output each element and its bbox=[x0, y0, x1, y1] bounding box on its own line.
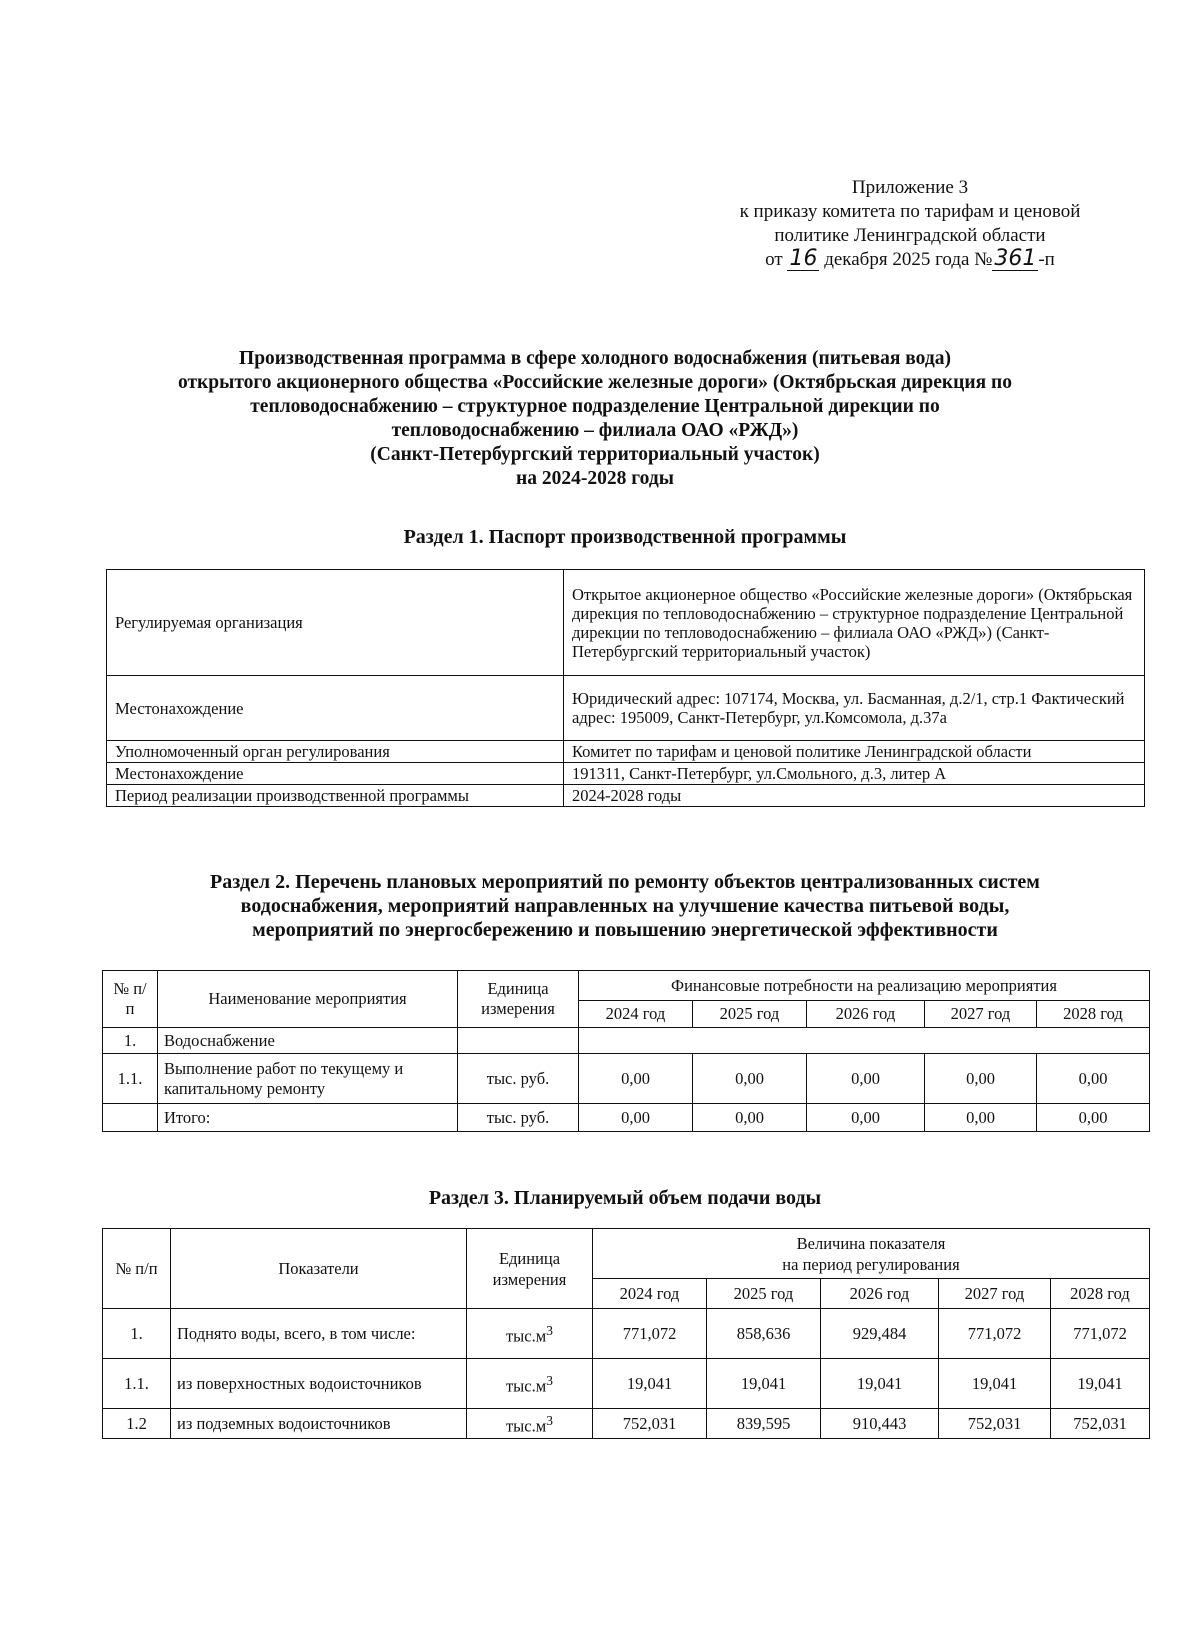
row-unit bbox=[458, 1028, 579, 1054]
cell-value: 858,636 bbox=[707, 1309, 821, 1359]
row-num: 1.1. bbox=[103, 1054, 158, 1104]
cell-value: 771,072 bbox=[939, 1309, 1051, 1359]
unit-superscript: 3 bbox=[546, 1373, 554, 1389]
cell-value: 0,00 bbox=[579, 1054, 693, 1104]
table-row bbox=[107, 763, 1145, 785]
cell-value: 19,041 bbox=[939, 1359, 1051, 1409]
col-header-name: Наименование мероприятия bbox=[158, 971, 458, 1028]
col-header-year: 2028 год bbox=[1037, 1001, 1150, 1028]
water-supply-table bbox=[102, 1228, 1150, 1439]
document-title bbox=[90, 347, 1100, 491]
title-line: на 2024-2028 годы bbox=[516, 468, 674, 489]
unit-superscript: 3 bbox=[546, 1323, 554, 1339]
handwritten-day: 16 bbox=[789, 246, 818, 271]
cell-value: 19,041 bbox=[707, 1359, 821, 1409]
row-unit bbox=[467, 1359, 593, 1409]
cell-value: 0,00 bbox=[1037, 1104, 1150, 1132]
cell-value: 0,00 bbox=[579, 1104, 693, 1132]
col-header-name: Показатели bbox=[171, 1229, 467, 1309]
appendix-line-1: Приложение 3 bbox=[851, 177, 969, 198]
row-num: 1.2 bbox=[103, 1409, 171, 1439]
col-header-group bbox=[593, 1229, 1150, 1279]
appendix-line-3: политике Ленинградской области bbox=[774, 225, 1046, 246]
cell-value: 0,00 bbox=[807, 1104, 925, 1132]
row-unit: тыс. руб. bbox=[458, 1054, 579, 1104]
cell-value: 0,00 bbox=[693, 1054, 807, 1104]
cell-value: 752,031 bbox=[939, 1409, 1051, 1439]
col-header-year: 2025 год bbox=[693, 1001, 807, 1028]
cell-value: 0,00 bbox=[925, 1104, 1037, 1132]
section2-heading bbox=[100, 870, 1150, 942]
row-name: Выполнение работ по текущему и капитальному ремонту bbox=[158, 1054, 458, 1104]
passport-label: Местонахождение bbox=[107, 676, 564, 741]
table-header-row bbox=[103, 1229, 1150, 1279]
passport-table bbox=[106, 569, 1145, 807]
col-header-year: 2024 год bbox=[579, 1001, 693, 1028]
row-name: Водоснабжение bbox=[158, 1028, 458, 1054]
passport-value: Юридический адрес: 107174, Москва, ул. Басманная, д.2/1, стр.1 Фактический адрес: 195009, Санкт-Петербург, ул.Комсомола, д.37а bbox=[564, 676, 1145, 741]
table-row bbox=[103, 1054, 1150, 1104]
row-num: 1. bbox=[103, 1309, 171, 1359]
table-row bbox=[103, 1359, 1150, 1409]
passport-label: Регулируемая организация bbox=[107, 570, 564, 676]
table-row bbox=[107, 785, 1145, 807]
passport-value: 2024-2028 годы bbox=[564, 785, 1145, 807]
row-num: 1.1. bbox=[103, 1359, 171, 1409]
measures-table bbox=[102, 970, 1150, 1132]
row-num bbox=[103, 1104, 158, 1132]
cell-value: 19,041 bbox=[821, 1359, 939, 1409]
row-num: 1. bbox=[103, 1028, 158, 1054]
title-line: тепловодоснабжению – филиала ОАО «РЖД») bbox=[391, 420, 799, 441]
appendix-block bbox=[690, 176, 1130, 272]
unit-text: тыс.м bbox=[505, 1416, 547, 1436]
passport-label: Период реализации производственной программы bbox=[107, 785, 564, 807]
section3-heading: Раздел 3. Планируемый объем подачи воды bbox=[428, 1187, 822, 1209]
section2-heading-line: водоснабжения, мероприятий направленных на улучшение качества питьевой воды, bbox=[240, 895, 1010, 917]
appendix-line-2: к приказу комитета по тарифам и ценовой bbox=[739, 201, 1081, 222]
cell-value: 752,031 bbox=[593, 1409, 707, 1439]
title-line: Производственная программа в сфере холодного водоснабжения (питьевая вода) bbox=[239, 348, 951, 369]
cell-value: 0,00 bbox=[693, 1104, 807, 1132]
col-header-year: 2025 год bbox=[707, 1279, 821, 1309]
row-unit bbox=[467, 1409, 593, 1439]
col-header-group-line: на период регулирования bbox=[782, 1254, 960, 1274]
row-name: Поднято воды, всего, в том числе: bbox=[171, 1309, 467, 1359]
unit-text: тыс.м bbox=[505, 1326, 547, 1346]
cell-value: 771,072 bbox=[1051, 1309, 1150, 1359]
cell-value: 0,00 bbox=[807, 1054, 925, 1104]
table-row bbox=[107, 741, 1145, 763]
table-row bbox=[103, 1409, 1150, 1439]
table-row bbox=[103, 1028, 1150, 1054]
table-header-row bbox=[103, 971, 1150, 1001]
title-line: (Санкт-Петербургский территориальный участок) bbox=[370, 444, 820, 465]
col-header-num: № п/п bbox=[103, 1229, 171, 1309]
col-header-year: 2026 год bbox=[807, 1001, 925, 1028]
cell-value: 839,595 bbox=[707, 1409, 821, 1439]
cell-value: 19,041 bbox=[1051, 1359, 1150, 1409]
table-row bbox=[107, 570, 1145, 676]
col-header-unit: Единица измерения bbox=[467, 1229, 593, 1309]
section2-heading-line: мероприятий по энергосбережению и повышению энергетической эффективности bbox=[252, 919, 998, 941]
row-name: Итого: bbox=[158, 1104, 458, 1132]
row-name: из поверхностных водоисточников bbox=[171, 1359, 467, 1409]
title-line: открытого акционерного общества «Российские железные дороги» (Октябрьская дирекция по bbox=[177, 372, 1012, 393]
passport-value: 191311, Санкт-Петербург, ул.Смольного, д.3, литер А bbox=[564, 763, 1145, 785]
cell-value: 929,484 bbox=[821, 1309, 939, 1359]
cell-value: 752,031 bbox=[1051, 1409, 1150, 1439]
passport-value: Комитет по тарифам и ценовой политике Ленинградской области bbox=[564, 741, 1145, 763]
section1-heading: Раздел 1. Паспорт производственной программы bbox=[403, 526, 847, 548]
title-line: тепловодоснабжению – структурное подразделение Центральной дирекции по bbox=[250, 396, 940, 417]
unit-superscript: 3 bbox=[546, 1413, 554, 1429]
col-header-group-line: Величина показателя bbox=[796, 1233, 946, 1253]
cell-value: 0,00 bbox=[925, 1054, 1037, 1104]
section2-heading-line: Раздел 2. Перечень плановых мероприятий по ремонту объектов централизованных систем bbox=[210, 871, 1040, 893]
row-unit: тыс. руб. bbox=[458, 1104, 579, 1132]
passport-label: Уполномоченный орган регулирования bbox=[107, 741, 564, 763]
col-header-year: 2028 год bbox=[1051, 1279, 1150, 1309]
col-header-num: № п/п bbox=[103, 971, 158, 1028]
col-header-unit: Единица измерения bbox=[458, 971, 579, 1028]
col-header-year: 2027 год bbox=[939, 1279, 1051, 1309]
table-row bbox=[103, 1104, 1150, 1132]
date-prefix: от bbox=[765, 249, 783, 270]
col-header-year: 2026 год bbox=[821, 1279, 939, 1309]
passport-value: Открытое акционерное общество «Российские железные дороги» (Октябрьская дирекция по тепловодоснабжению – структурное подразделение Центральной дирекции по тепловодоснабжению – филиала ОАО «РЖД») (Санкт-Петербургский территориальный участок) bbox=[564, 570, 1145, 676]
number-suffix: -п bbox=[1038, 249, 1055, 270]
handwritten-number: 361 bbox=[994, 246, 1037, 271]
cell-value: 910,443 bbox=[821, 1409, 939, 1439]
unit-text: тыс.м bbox=[505, 1376, 547, 1396]
col-header-year: 2024 год bbox=[593, 1279, 707, 1309]
passport-label: Местонахождение bbox=[107, 763, 564, 785]
table-row bbox=[103, 1309, 1150, 1359]
cell-value: 19,041 bbox=[593, 1359, 707, 1409]
col-header-group: Финансовые потребности на реализацию мероприятия bbox=[579, 971, 1150, 1001]
appendix-date-line bbox=[690, 248, 1130, 272]
row-empty bbox=[579, 1028, 1150, 1054]
row-unit bbox=[467, 1309, 593, 1359]
date-middle: декабря 2025 года № bbox=[824, 249, 993, 270]
cell-value: 0,00 bbox=[1037, 1054, 1150, 1104]
cell-value: 771,072 bbox=[593, 1309, 707, 1359]
table-row bbox=[107, 676, 1145, 741]
row-name: из подземных водоисточников bbox=[171, 1409, 467, 1439]
col-header-year: 2027 год bbox=[925, 1001, 1037, 1028]
